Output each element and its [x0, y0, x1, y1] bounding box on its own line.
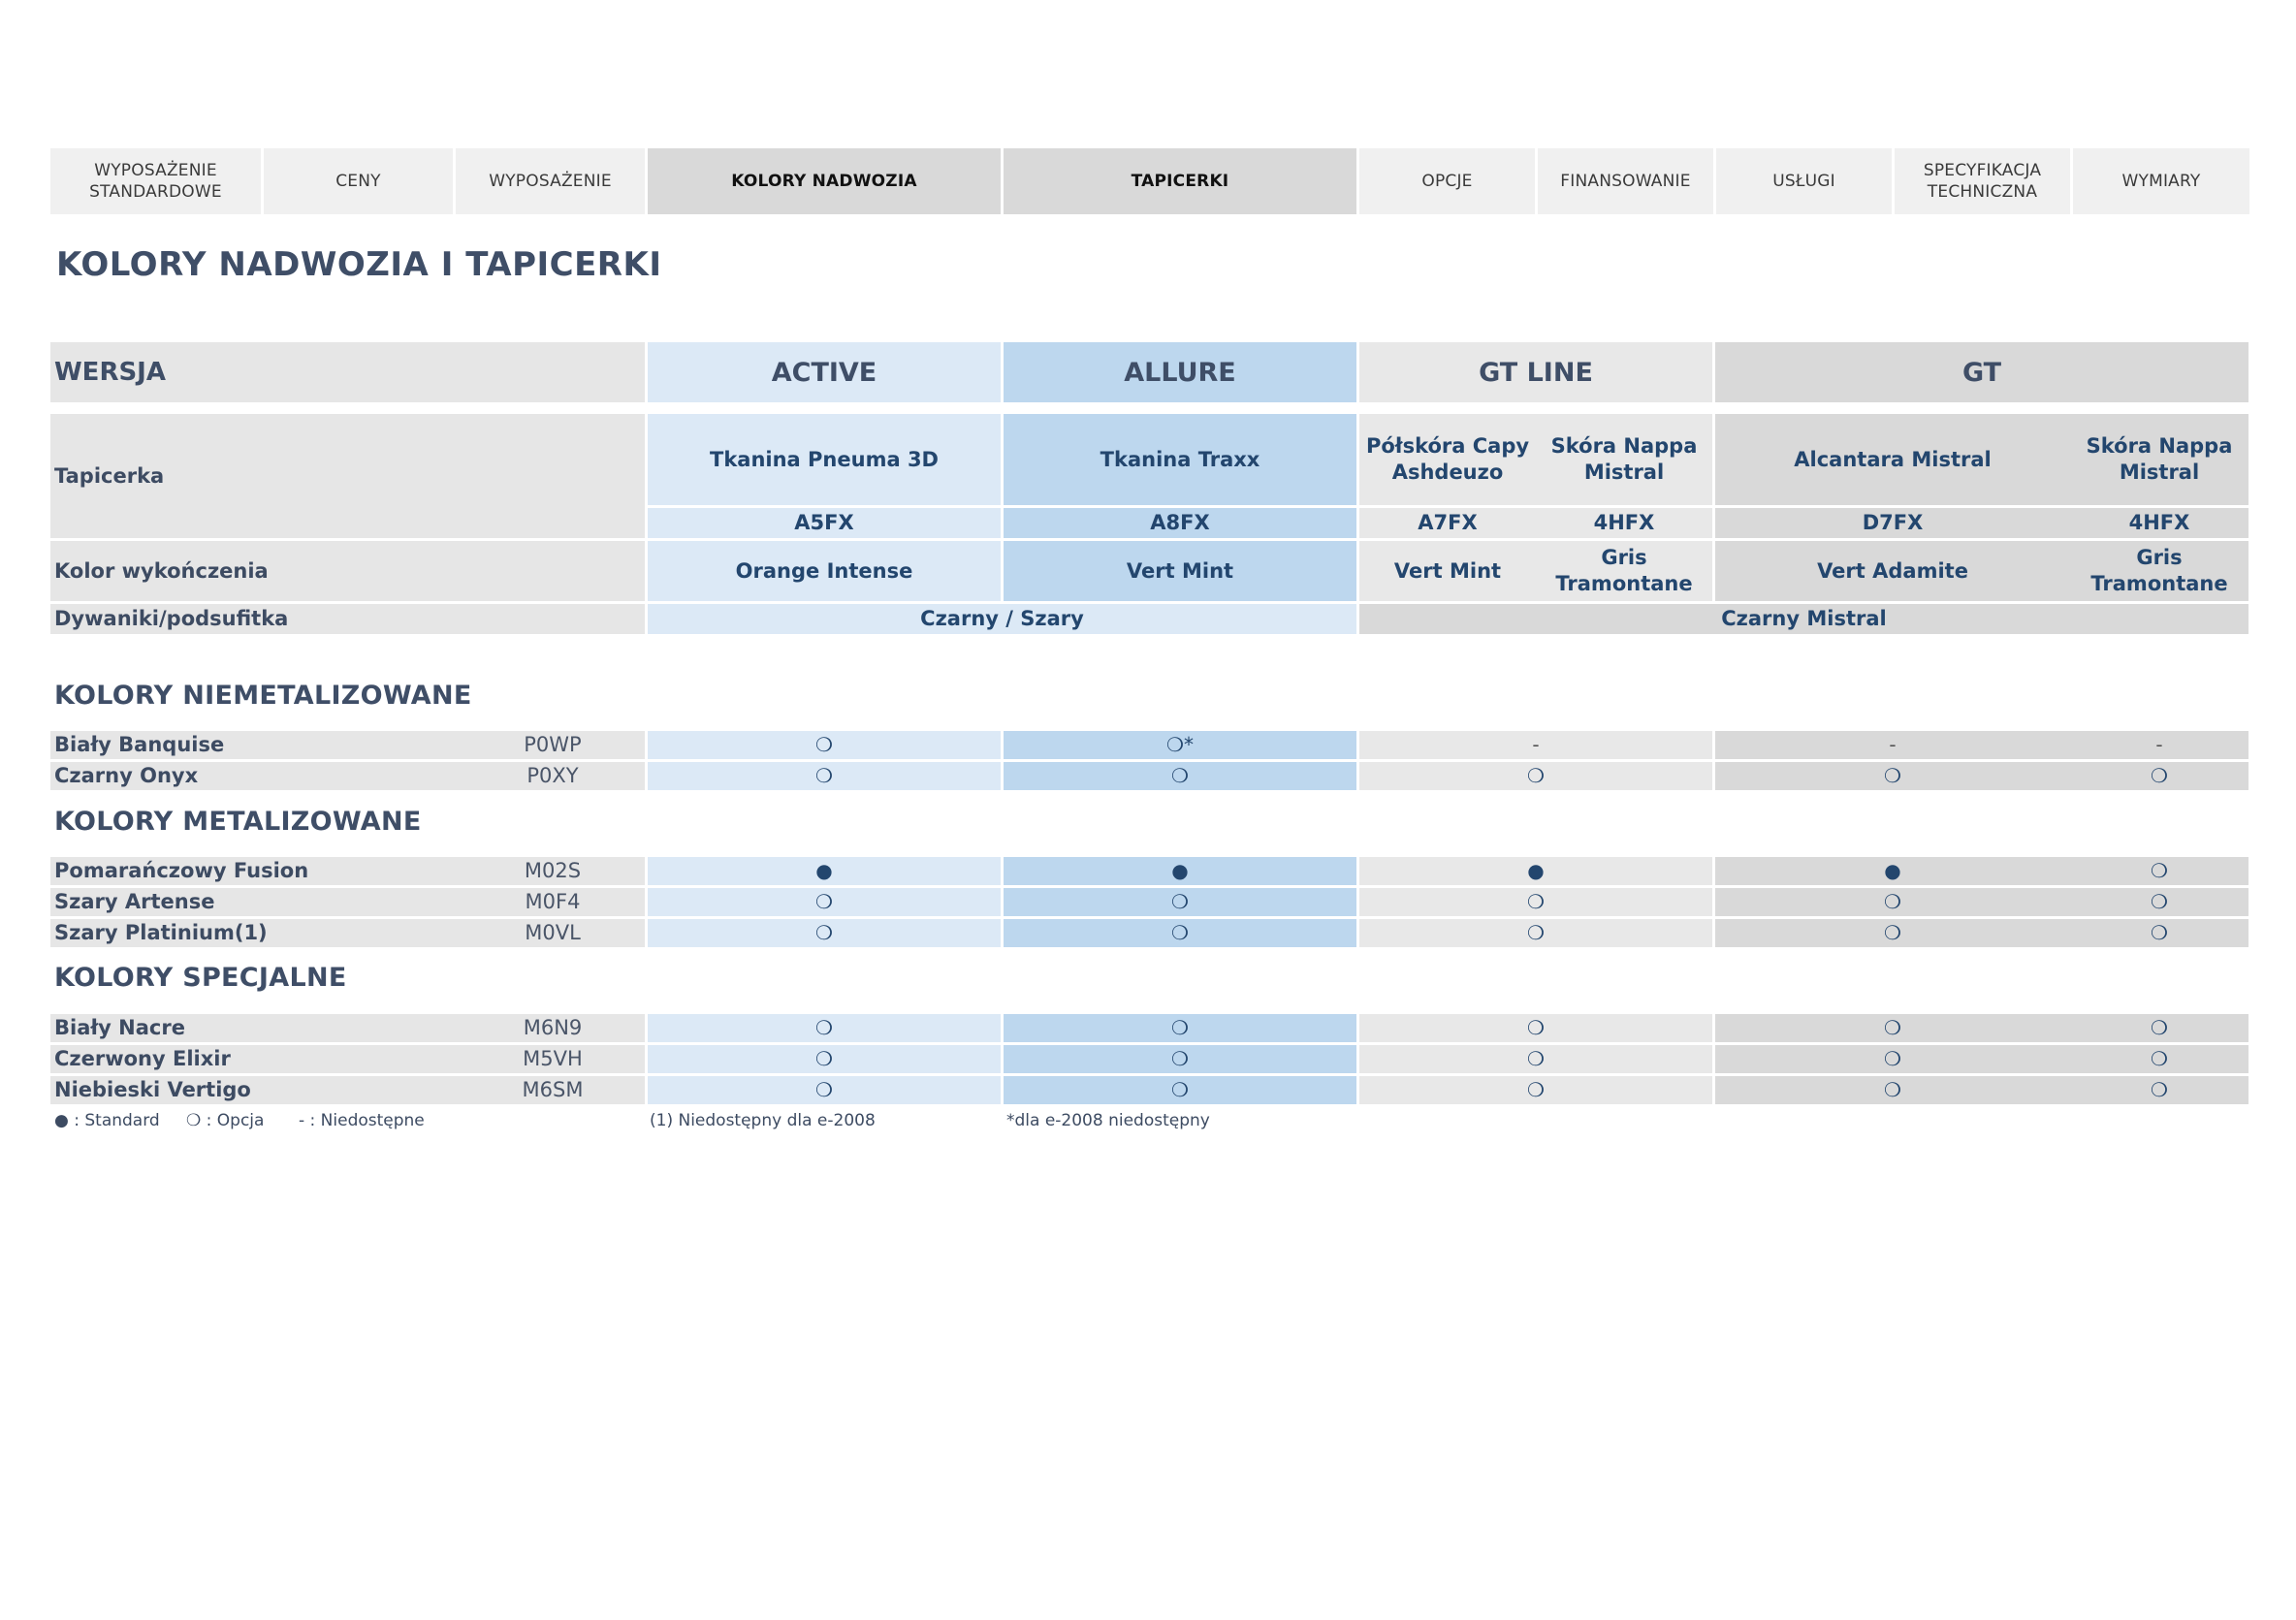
- mark-gt-1: -: [1715, 731, 2070, 759]
- mark-active: ❍: [648, 731, 1001, 759]
- carpets-label: Dywaniki/podsufitka: [50, 604, 645, 634]
- mark-active: ❍: [648, 762, 1001, 790]
- color-row-name: Niebieski Vertigo: [50, 1076, 645, 1104]
- mark-gt-1: ❍: [1715, 919, 2070, 947]
- mark-gt-line: ❍: [1359, 919, 1712, 947]
- trim-gt-1: Vert Adamite: [1817, 558, 1968, 583]
- upholstery-code-gt-line-1: A7FX: [1418, 511, 1478, 534]
- footnote-2: *dla e-2008 niedostępny: [1006, 1111, 1210, 1130]
- carpets-gt-line-gt: Czarny Mistral: [1359, 604, 2248, 634]
- color-row-code: P0WP: [524, 733, 582, 756]
- tab-specyfikacja-techniczna[interactable]: SPECYFIKACJA TECHNICZNA: [1895, 148, 2073, 214]
- upholstery-gt-2: Skóra Nappa Mistral: [2086, 434, 2233, 484]
- tab-wymiary[interactable]: WYMIARY: [2073, 148, 2249, 214]
- upholstery-active: Tkanina Pneuma 3D: [648, 414, 1001, 505]
- mark-active: ❍: [648, 1014, 1001, 1042]
- mark-active: ❍: [648, 919, 1001, 947]
- mark-gt-1: ❍: [1715, 1014, 2070, 1042]
- section-title-metallic: KOLORY METALIZOWANE: [54, 807, 422, 837]
- mark-allure: ❍: [1004, 762, 1356, 790]
- trim-active: Orange Intense: [648, 541, 1001, 601]
- upholstery-allure: Tkanina Traxx: [1004, 414, 1356, 505]
- trim-gt-2: Gris Tramontane: [2090, 546, 2228, 595]
- mark-gt-1: ❍: [1715, 1076, 2070, 1104]
- tab-wyposazenie[interactable]: WYPOSAŻENIE: [456, 148, 648, 214]
- upholstery-code-gt-1: D7FX: [1862, 511, 1924, 534]
- tab-opcje[interactable]: OPCJE: [1359, 148, 1538, 214]
- upholstery-code-gt-line-2: 4HFX: [1593, 511, 1655, 534]
- trim-gt-line-1: Vert Mint: [1393, 558, 1502, 583]
- color-row-name: Biały Banquise: [50, 731, 645, 759]
- tab-tapicerki[interactable]: TAPICERKI: [1004, 148, 1359, 214]
- version-header-label: WERSJA: [50, 342, 645, 402]
- mark-allure: ❍: [1004, 1045, 1356, 1073]
- carpets-active-allure: Czarny / Szary: [648, 604, 1356, 634]
- upholstery-label: Tapicerka: [50, 414, 645, 538]
- color-row-code: M5VH: [523, 1047, 583, 1070]
- mark-gt-line: ❍: [1359, 1076, 1712, 1104]
- legend-standard: ● : Standard: [54, 1111, 160, 1130]
- trim-label: Kolor wykończenia: [50, 541, 645, 601]
- page-title: KOLORY NADWOZIA I TAPICERKI: [56, 245, 662, 284]
- upholstery-gt-1: Alcantara Mistral: [1794, 447, 1992, 471]
- mark-allure: ❍*: [1004, 731, 1356, 759]
- mark-active: ❍: [648, 1045, 1001, 1073]
- mark-gt-line: ●: [1359, 857, 1712, 885]
- mark-active: ❍: [648, 1076, 1001, 1104]
- mark-gt-line: ❍: [1359, 1014, 1712, 1042]
- version-gt-line: GT LINE: [1359, 342, 1712, 402]
- mark-gt-1: ❍: [1715, 762, 2070, 790]
- upholstery-code-gt-2: 4HFX: [2128, 511, 2190, 534]
- tab-ceny[interactable]: CENY: [264, 148, 456, 214]
- tab-kolory-nadwozia[interactable]: KOLORY NADWOZIA: [648, 148, 1004, 214]
- color-row-code: M02S: [524, 859, 582, 882]
- mark-allure: ❍: [1004, 919, 1356, 947]
- mark-gt-2: ❍: [2070, 1014, 2248, 1042]
- trim-gt-line-2: Gris Tramontane: [1555, 546, 1693, 595]
- mark-gt-1: ❍: [1715, 1045, 2070, 1073]
- color-row-name: Biały Nacre: [50, 1014, 645, 1042]
- color-row-code: M0VL: [525, 921, 581, 944]
- mark-gt-line: ❍: [1359, 762, 1712, 790]
- color-row-code: M0F4: [525, 890, 581, 913]
- mark-gt-2: ❍: [2070, 888, 2248, 916]
- mark-gt-2: ❍: [2070, 762, 2248, 790]
- mark-allure: ❍: [1004, 1014, 1356, 1042]
- color-row-code: M6N9: [523, 1016, 583, 1039]
- upholstery-gt-line-2: Skóra Nappa Mistral: [1550, 434, 1698, 484]
- upholstery-code-active: A5FX: [648, 508, 1001, 538]
- version-allure: ALLURE: [1004, 342, 1356, 402]
- mark-gt-line: -: [1359, 731, 1712, 759]
- mark-gt-1: ●: [1715, 857, 2070, 885]
- version-gt: GT: [1715, 342, 2248, 402]
- mark-allure: ❍: [1004, 1076, 1356, 1104]
- upholstery-code-allure: A8FX: [1004, 508, 1356, 538]
- mark-gt-2: ❍: [2070, 857, 2248, 885]
- mark-gt-1: ❍: [1715, 888, 2070, 916]
- tab-finansowanie[interactable]: FINANSOWANIE: [1538, 148, 1716, 214]
- legend-unavailable: - : Niedostępne: [299, 1111, 425, 1130]
- mark-active: ❍: [648, 888, 1001, 916]
- top-navigation: [50, 148, 2249, 214]
- color-row-name: Pomarańczowy Fusion: [50, 857, 645, 885]
- mark-gt-2: ❍: [2070, 919, 2248, 947]
- mark-gt-2: -: [2070, 731, 2248, 759]
- section-title-special: KOLORY SPECJALNE: [54, 963, 347, 993]
- version-active: ACTIVE: [648, 342, 1001, 402]
- trim-allure: Vert Mint: [1004, 541, 1356, 601]
- upholstery-gt-line-1: Półskóra Capy Ashdeuzo: [1365, 434, 1530, 484]
- mark-allure: ❍: [1004, 888, 1356, 916]
- color-row-name: Czarny Onyx: [50, 762, 645, 790]
- mark-gt-line: ❍: [1359, 1045, 1712, 1073]
- tab-uslugi[interactable]: USŁUGI: [1716, 148, 1895, 214]
- legend-option: ❍ : Opcja: [186, 1111, 265, 1130]
- mark-active: ●: [648, 857, 1001, 885]
- color-row-name: Czerwony Elixir: [50, 1045, 645, 1073]
- mark-gt-2: ❍: [2070, 1045, 2248, 1073]
- section-title-non-metallic: KOLORY NIEMETALIZOWANE: [54, 681, 472, 711]
- color-row-name: Szary Artense: [50, 888, 645, 916]
- tab-wyposazenie-standardowe[interactable]: WYPOSAŻENIE STANDARDOWE: [50, 148, 264, 214]
- footnote-1: (1) Niedostępny dla e-2008: [650, 1111, 876, 1130]
- mark-allure: ●: [1004, 857, 1356, 885]
- color-row-code: P0XY: [526, 764, 579, 787]
- mark-gt-line: ❍: [1359, 888, 1712, 916]
- color-row-name: Szary Platinium(1): [50, 919, 645, 947]
- mark-gt-2: ❍: [2070, 1076, 2248, 1104]
- color-row-code: M6SM: [522, 1078, 584, 1101]
